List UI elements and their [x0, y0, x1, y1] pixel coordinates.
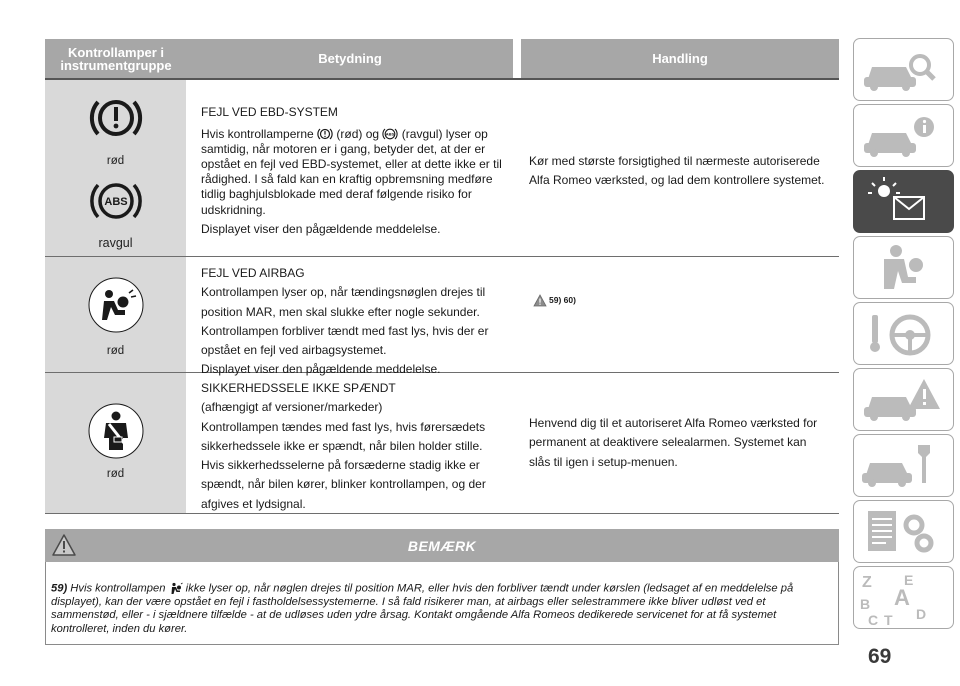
- meaning-line: Hvis sikkerhedsselerne på forsæderne stadig ikke er: [201, 458, 480, 473]
- meaning-title: SIKKERHEDSSELE IKKE SPÆNDT: [201, 381, 396, 395]
- tab-car-info[interactable]: [853, 38, 954, 101]
- meaning-line: (afhængigt af versioner/markeder): [201, 400, 383, 415]
- warning-text-post: ikke lyser op, når nøglen drejes til position MAR, eller hvis den forbliver tændt under kørslen (ledsaget af en meddelelse på displayet), kan der være opstået en fejl i fastholdelsessystemerne. I så fald risikerer man, at airbags eller selestrammere ikke bliver udløst ved et sammenstød, eller - i sjældnere tilfælde - at de udløses uden ydre årsag. Kontakt omgående Alfa Romeos dedikerede servicenet for at få systemet kontrolleret, inden du kører.: [51, 582, 794, 635]
- meaning-display: Displayet viser den pågældende meddelelse.: [201, 221, 441, 236]
- action-airbag-refs: 59) 60): [549, 295, 576, 305]
- row-divider: [45, 256, 839, 257]
- lamp-label-red: rød: [106, 468, 125, 480]
- meaning-line: Kontrollampen forbliver tændt med fast lys, hvis der er: [201, 323, 489, 338]
- meaning-text: (ravgul) lyser op samtidig, når motoren er i gang, betyder det, at der er opstået en fejl ved EBD-systemet, eller at dette ikke er til rådighed. I så fald kan en kraftig opbremsning medføre tidlig baghjulsblokade med deraf følgende risiko for udskridning.: [201, 126, 502, 217]
- meaning-title: FEJL VED EBD-SYSTEM: [201, 105, 338, 119]
- airbag-warning-icon: [169, 582, 183, 595]
- svg-text:ABS: ABS: [104, 196, 128, 208]
- meaning-line: opstået en fejl ved airbagsystemet.: [201, 343, 387, 358]
- meaning-seatbelt: [201, 379, 511, 514]
- warning-text: [51, 582, 831, 636]
- airbag-warning-icon: [87, 276, 145, 334]
- page-number: 69: [868, 645, 892, 668]
- warning-triangle-icon: [533, 294, 547, 307]
- lamp-label-red: rød: [106, 155, 125, 167]
- header-meaning: Betydning: [187, 39, 513, 78]
- meaning-line: afgives et lydsignal.: [201, 496, 306, 511]
- abs-warning-icon: [382, 127, 398, 141]
- document-gears-icon: [854, 501, 952, 561]
- meaning-body: [201, 127, 505, 218]
- action-line: Henvend dig til et autoriseret Alfa Romeo værksted for: [529, 416, 818, 430]
- meaning-line: Displayet viser den pågældende meddelelse.: [201, 362, 441, 377]
- tab-emergency[interactable]: [853, 368, 954, 431]
- meaning-title: FEJL VED AIRBAG: [201, 266, 305, 280]
- brake-warning-icon: [317, 127, 333, 141]
- seatbelt-person-icon: [854, 237, 952, 297]
- brake-warning-icon: [88, 88, 144, 148]
- warning-text-pre: Hvis kontrollampen: [70, 582, 166, 595]
- action-line: permanent at deaktivere selealarmen. Systemet kan: [529, 435, 807, 450]
- header-action: Handling: [521, 39, 839, 78]
- action-seatbelt: [529, 414, 835, 472]
- meaning-text: Hvis kontrollamperne: [201, 126, 314, 141]
- header-lamps: Kontrollamper i instrumentgruppe: [45, 39, 187, 78]
- car-wrench-icon: [854, 435, 952, 495]
- tab-seat-safety[interactable]: [853, 236, 954, 299]
- meaning-ebd: [201, 104, 505, 238]
- index-letter: T: [884, 612, 893, 627]
- meaning-line: Kontrollampen tændes med fast lys, hvis førersædets: [201, 419, 486, 434]
- meaning-line: position MAR, men skal slukke efter nogle sekunder.: [201, 304, 480, 319]
- index-letter: C: [868, 612, 879, 627]
- alphabet-index-icon: [854, 567, 952, 627]
- meaning-line: Kontrollampen lyser op, når tændingsnøglen drejes til: [201, 285, 486, 300]
- tab-technical-data[interactable]: [853, 500, 954, 563]
- warning-light-envelope-icon: [854, 171, 952, 231]
- car-hazard-icon: [854, 369, 952, 429]
- action-ebd: Kør med største forsigtighed til nærmeste autoriserede Alfa Romeo værksted, og lad dem kontrollere systemet.: [529, 154, 825, 187]
- tab-starting-driving[interactable]: [853, 302, 954, 365]
- tab-car-i-info[interactable]: [853, 104, 954, 167]
- seatbelt-warning-icon: [87, 402, 145, 460]
- tab-index[interactable]: [853, 566, 954, 629]
- car-search-icon: [854, 39, 952, 99]
- svg-text:ABS: ABS: [386, 131, 395, 137]
- lamp-label-red: rød: [106, 345, 125, 357]
- warning-title: BEMÆRK: [407, 538, 477, 554]
- index-letter: B: [860, 596, 871, 612]
- warning-header: [45, 529, 839, 562]
- tab-maintenance[interactable]: [853, 434, 954, 497]
- meaning-line: sikkerhedssele ikke er spændt, når bilen holder stille.: [201, 438, 483, 453]
- meaning-airbag: [201, 264, 511, 380]
- index-letter: E: [904, 572, 914, 588]
- steering-wheel-icon: [854, 303, 952, 363]
- abs-warning-icon: [88, 172, 144, 230]
- warning-ref: 59): [51, 582, 68, 595]
- lamp-label-amber: ravgul: [98, 236, 133, 250]
- action-line: slås til igen i setup-menuen.: [529, 454, 678, 469]
- index-letter: A: [894, 585, 910, 610]
- index-letter: D: [916, 606, 927, 622]
- meaning-line: spændt, når bilen kører, blinker kontrollampen, og der: [201, 477, 486, 492]
- index-letter: Z: [862, 574, 872, 591]
- car-info-icon: [854, 105, 952, 165]
- meaning-text: (rød) og: [336, 126, 380, 141]
- tab-warning-lights[interactable]: [853, 170, 954, 233]
